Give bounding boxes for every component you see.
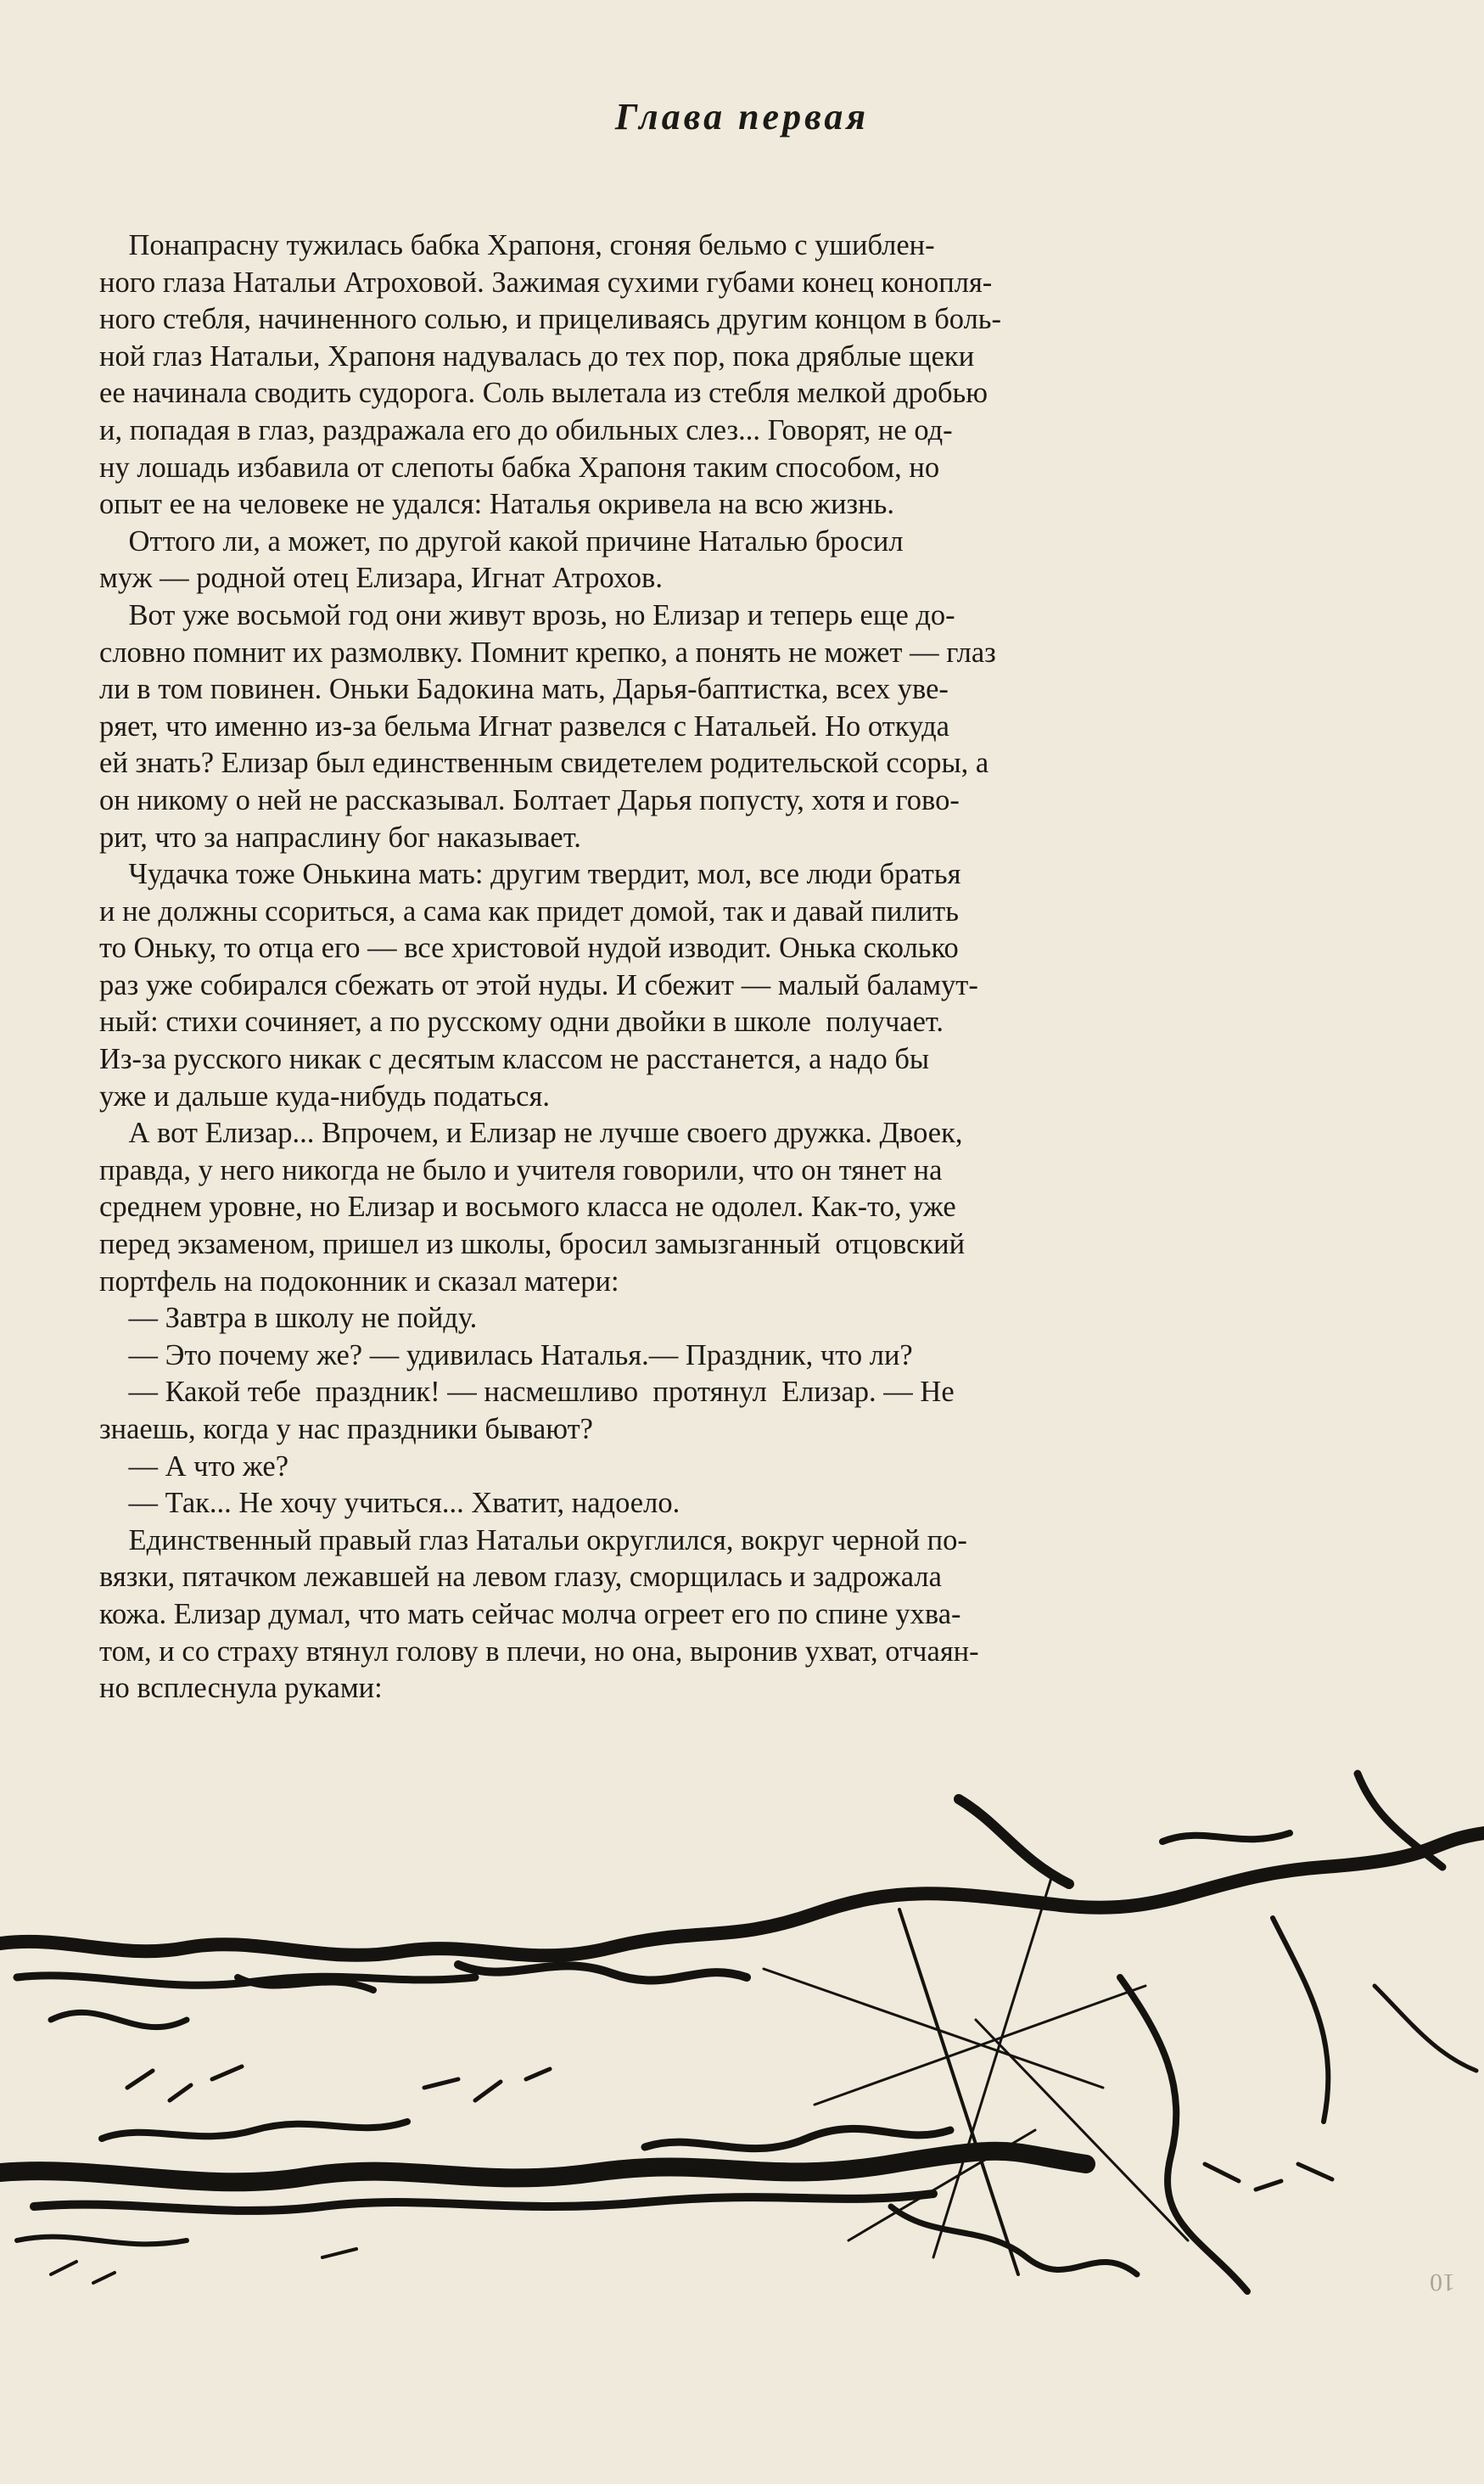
text-line: — Завтра в школу не пойду. xyxy=(99,1302,478,1335)
text-line: вязки, пятачком лежавшей на левом глазу, сморщилась и задрожала xyxy=(99,1561,942,1594)
text-line: раз уже собирался сбежать от этой нуды. И сбежит — малый баламут- xyxy=(99,968,978,1001)
text-line: ный: стихи сочиняет, а по русскому одни двойки в школе получает. xyxy=(99,1006,944,1039)
ink-illustration xyxy=(0,1765,1484,2308)
text-line: ли в том повинен. Оньки Бадокина мать, Дарья-баптистка, всех уве- xyxy=(99,673,949,706)
text-line: муж — родной отец Елизара, Игнат Атрохов. xyxy=(99,562,663,595)
text-line: перед экзаменом, пришел из школы, бросил замызганный отцовский xyxy=(99,1228,966,1261)
body-text xyxy=(99,227,1287,1707)
text-line: ей знать? Елизар был единственным свидетелем родительской ссоры, а xyxy=(99,747,989,780)
text-line: уже и дальше куда-нибудь податься. xyxy=(99,1079,550,1113)
text-line: — Так... Не хочу учиться... Хватит, надоело. xyxy=(99,1487,680,1520)
text-line: — А что же? xyxy=(99,1449,289,1483)
text-line: ну лошадь избавила от слепоты бабка Храпоня таким способом, но xyxy=(99,451,940,484)
text-line: кожа. Елизар думал, что мать сейчас молча огреет его по спине ухва- xyxy=(99,1597,961,1630)
text-line: ного стебля, начиненного солью, и прицеливаясь другим концом в боль- xyxy=(99,303,1002,336)
text-line: он никому о ней не рассказывал. Болтает Дарья попусту, хотя и гово- xyxy=(99,783,960,816)
text-line: но всплеснула руками: xyxy=(99,1672,383,1705)
text-line: ного глаза Натальи Атроховой. Зажимая сухими губами конец конопля- xyxy=(99,266,993,299)
text-line: то Оньку, то отца его — все христовой нудой изводит. Онька сколько xyxy=(99,932,959,965)
text-line: Понапрасну тужилась бабка Храпоня, сгоняя бельмо с ушиблен- xyxy=(99,229,935,261)
text-line: словно помнит их размолвку. Помнит крепко, а понять не может — глаз xyxy=(99,636,996,669)
text-line: — Это почему же? — удивилась Наталья.— Праздник, что ли? xyxy=(99,1338,913,1371)
text-line: опыт ее на человеке не удался: Наталья окривела на всю жизнь. xyxy=(99,488,894,521)
text-line: Чудачка тоже Онькина мать: другим твердит, мол, все люди братья xyxy=(99,858,961,891)
text-line: Из-за русского никак с десятым классом не расстанется, а надо бы xyxy=(99,1043,930,1076)
text-line: среднем уровне, но Елизар и восьмого класса не одолел. Как-то, уже xyxy=(99,1191,956,1224)
text-line: том, и со страху втянул голову в плечи, но она, выронив ухват, отчаян- xyxy=(99,1635,979,1668)
text-line: правда, у него никогда не было и учителя говорили, что он тянет на xyxy=(99,1153,943,1186)
text-line: ее начинала сводить судорога. Соль вылетала из стебля мелкой дробью xyxy=(99,377,988,410)
text-line: Вот уже восьмой год они живут врозь, но Елизар и теперь еще до- xyxy=(99,598,955,631)
text-line: рит, что за напраслину бог наказывает. xyxy=(99,821,581,854)
text-line: ряет, что именно из-за бельма Игнат развелся с Натальей. Но откуда xyxy=(99,709,949,743)
text-line: портфель на подоконник и сказал матери: xyxy=(99,1264,619,1298)
text-line: Оттого ли, а может, по другой какой причине Наталью бросил xyxy=(99,524,904,558)
text-line: и не должны ссориться, а сама как придет домой, так и давай пилить xyxy=(99,894,959,928)
text-line: — Какой тебе праздник! — насмешливо протянул Елизар. — Не xyxy=(99,1376,955,1409)
text-line: Единственный правый глаз Натальи округлился, вокруг черной по- xyxy=(99,1523,967,1556)
page-number-bleedthrough: 10 xyxy=(1430,2268,1455,2296)
text-line: и, попадая в глаз, раздражала его до обильных слез... Говорят, не од- xyxy=(99,413,953,446)
text-line: ной глаз Натальи, Храпоня надувалась до тех пор, пока дряблые щеки xyxy=(99,339,975,373)
text-line: знаешь, когда у нас праздники бывают? xyxy=(99,1413,593,1445)
chapter-title: Глава первая xyxy=(614,96,870,137)
text-line: А вот Елизар... Впрочем, и Елизар не лучше своего дружка. Двоек, xyxy=(99,1117,963,1150)
